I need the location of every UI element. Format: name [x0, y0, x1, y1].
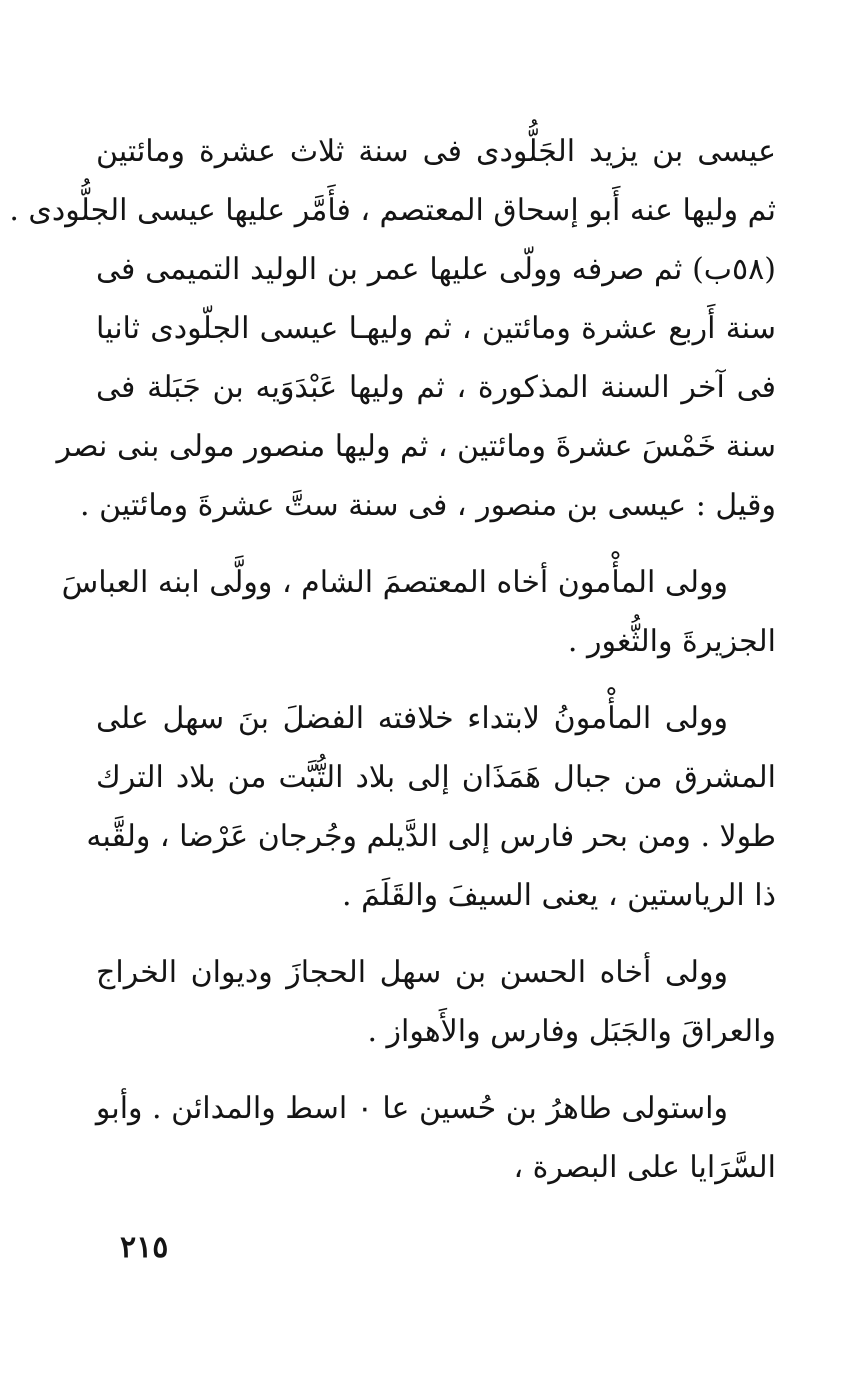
text-line: سنة خَمْسَ عشرةَ ومائتين ، ثم وليها منصور مولى بنى نصر [56, 429, 776, 464]
paragraph-hasan-ibn-sahl [96, 943, 776, 1061]
text-line: عيسى بن يزيد الجَلُّودى فى سنة ثلاث عشرة ومائتين [96, 134, 776, 169]
text-line: المشرق من جبال هَمَذَان إلى بلاد التُّبَّت من بلاد الترك [96, 760, 776, 795]
text-line: طولا . ومن بحر فارس إلى الدَّيلم وجُرجان عَرْضا ، ولقَّبه [86, 819, 776, 854]
text-line: فى آخر السنة المذكورة ، ثم وليها عَبْدَوَيه بن جَبَلة فى [96, 370, 776, 405]
text-line: ثم وليها عنه أَبو إسحاق المعتصم ، فأَمَّر عليها عيسى الجلُّودى . [9, 193, 776, 228]
text-line: وولى المأْمون أخاه المعتصمَ الشام ، وولَّى ابنه العباسَ [61, 565, 728, 600]
paragraph-governors-of-egypt [9, 122, 776, 535]
body-text [9, 122, 776, 1197]
text-line: وولى المأْمونُ لابتداء خلافته الفضلَ بنَ سهل على [96, 701, 728, 736]
paragraph-fadl-ibn-sahl [86, 689, 776, 925]
text-line: وقيل : عيسى بن منصور ، فى سنة ستَّ عشرةَ ومائتين . [80, 488, 776, 523]
text-line: وولى أخاه الحسن بن سهل الحجازَ وديوان الخراج [96, 955, 728, 990]
text-line: السَّرَايا على البصرة ، [513, 1150, 776, 1185]
paragraph-tahir-ibn-husayn [96, 1079, 776, 1197]
text-line: (٥٨ب) ثم صرفه وولّى عليها عمر بن الوليد التميمى فى [96, 252, 776, 287]
text-line: ذا الرياستين ، يعنى السيفَ والقَلَمَ . [342, 878, 776, 913]
text-line: سنة أَربع عشرة ومائتين ، ثم وليهـا عيسى الجلّودى ثانيا [96, 311, 776, 346]
text-line: والعراقَ والجَبَل وفارس والأَهواز . [367, 1014, 776, 1049]
text-line: واستولى طاهرُ بن حُسين عا ٠ اسط والمدائن . وأبو [95, 1091, 728, 1126]
paragraph-mutasim-sham [61, 553, 776, 671]
page-number: ٢١٥ [120, 1230, 169, 1265]
text-line: الجزيرةَ والثُّغور . [567, 624, 776, 659]
